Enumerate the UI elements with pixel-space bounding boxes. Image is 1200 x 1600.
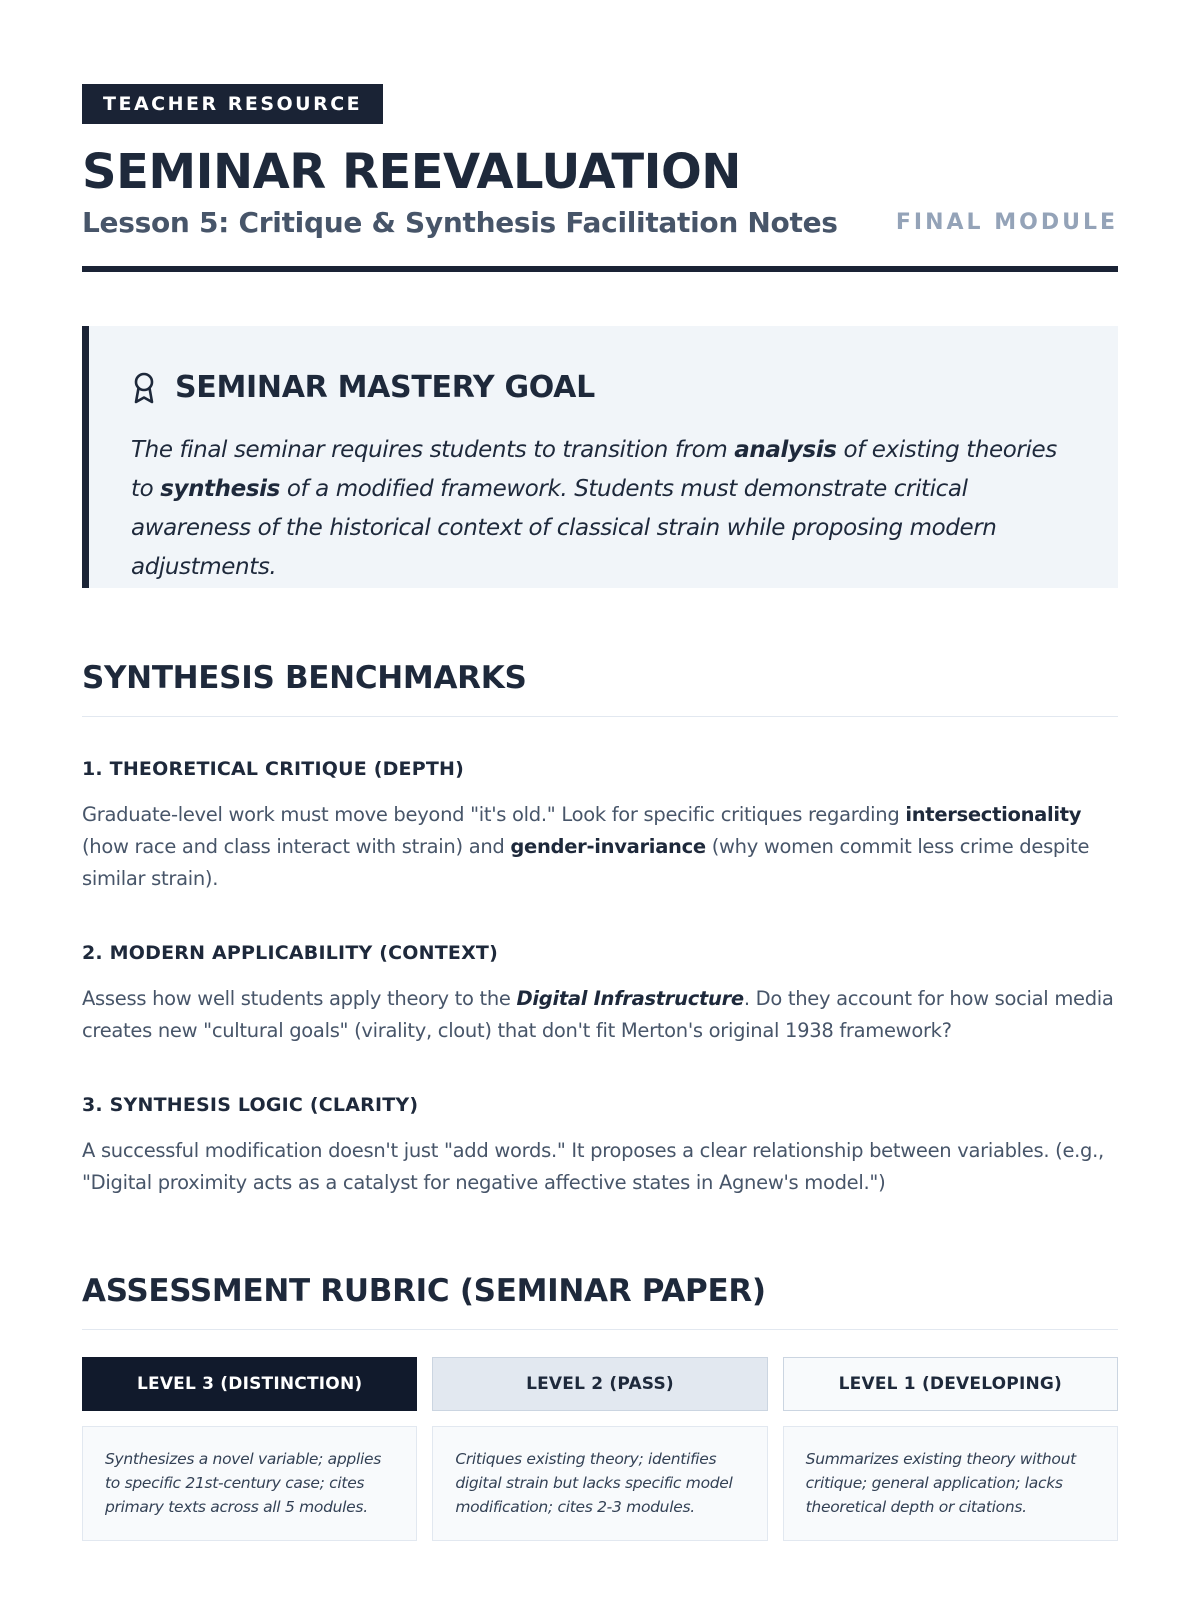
subtitle-row (82, 206, 1118, 240)
section-divider (82, 716, 1118, 717)
rubric-level-header: LEVEL 1 (DEVELOPING) (783, 1357, 1118, 1411)
goal-header (131, 370, 1070, 405)
rubric-level-header: LEVEL 2 (PASS) (432, 1357, 767, 1411)
section-title: ASSESSMENT RUBRIC (SEMINAR PAPER) (82, 1273, 766, 1309)
rubric-grid (82, 1357, 1118, 1541)
rubric-column-level-2 (432, 1357, 767, 1541)
section-title: SYNTHESIS BENCHMARKS (82, 660, 527, 696)
mastery-goal-callout (82, 326, 1118, 588)
benchmark-title: 2. MODERN APPLICABILITY (CONTEXT) (82, 942, 498, 964)
benchmark-item (82, 1093, 1118, 1199)
synthesis-benchmarks-section (82, 658, 1118, 1199)
rubric-column-level-3 (82, 1357, 417, 1541)
rubric-level-description: Summarizes existing theory without critique; general application; lacks theoretical depth or citations. (783, 1426, 1118, 1541)
rubric-level-description: Critiques existing theory; identifies digital strain but lacks specific model modification; cites 2-3 modules. (432, 1426, 767, 1541)
benchmark-item (82, 757, 1118, 895)
module-label: FINAL MODULE (895, 210, 1118, 235)
benchmark-title: 3. SYNTHESIS LOGIC (CLARITY) (82, 1094, 419, 1116)
section-divider (82, 1329, 1118, 1330)
assessment-rubric-section (82, 1271, 1118, 1541)
benchmark-title: 1. THEORETICAL CRITIQUE (DEPTH) (82, 758, 465, 780)
benchmark-description: Assess how well students apply theory to the Digital Infrastructure. Do they account for how social media creates new "cultural goals" (virality, clout) that don't fit Merton's original 1938 framework? (82, 987, 1114, 1042)
resource-tag: TEACHER RESOURCE (82, 84, 383, 124)
goal-description: The final seminar requires students to transition from analysis of existing theories to synthesis of a modified framework. Students must demonstrate critical awareness of the historical context of classical strain while proposing modern adjustments. (131, 437, 1057, 580)
award-ribbon-icon (131, 371, 157, 405)
header-divider (82, 266, 1118, 272)
header (82, 84, 1118, 272)
rubric-level-description: Synthesizes a novel variable; applies to specific 21st-century case; cites primary texts across all 5 modules. (82, 1426, 417, 1541)
rubric-column-level-1 (783, 1357, 1118, 1541)
rubric-level-header: LEVEL 3 (DISTINCTION) (82, 1357, 417, 1411)
goal-title: SEMINAR MASTERY GOAL (175, 370, 595, 405)
page-title: SEMINAR REEVALUATION (82, 144, 741, 200)
benchmark-item (82, 941, 1118, 1047)
benchmark-description: A successful modification doesn't just "add words." It proposes a clear relationship between variables. (e.g., "Digital proximity acts as a catalyst for negative affective states in Agnew's model.") (82, 1139, 1104, 1194)
lesson-subtitle: Lesson 5: Critique & Synthesis Facilitation Notes (82, 206, 838, 239)
benchmark-description: Graduate-level work must move beyond "it's old." Look for specific critiques regarding intersectionality (how race and class interact with strain) and gender-invariance (why women commit less crime despite similar strain). (82, 803, 1090, 890)
